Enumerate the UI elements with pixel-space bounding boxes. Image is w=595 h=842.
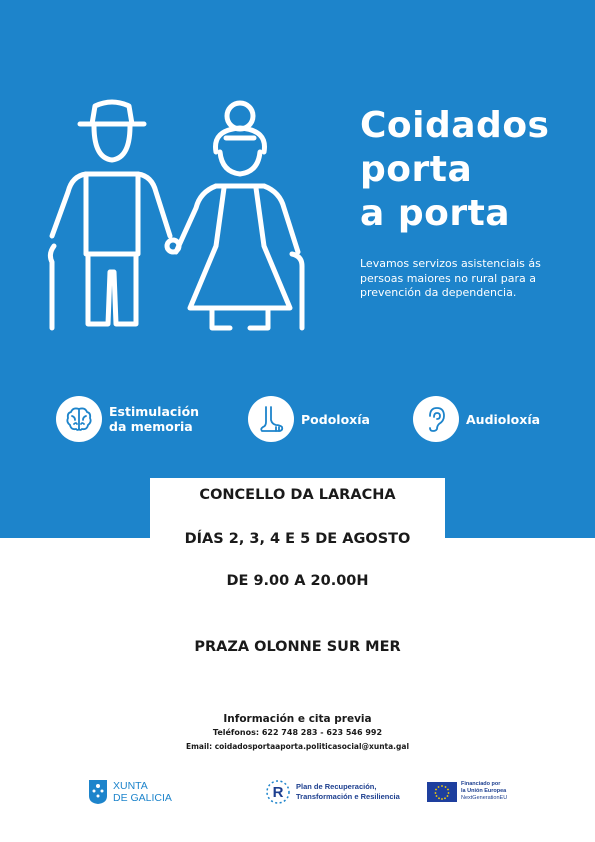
eu-line: la Unión Europea bbox=[461, 788, 507, 794]
service-icon-circle bbox=[56, 396, 102, 442]
page-title bbox=[360, 104, 549, 236]
ear-icon bbox=[421, 404, 451, 434]
event-council: CONCELLO DA LARACHA bbox=[199, 487, 396, 503]
tagline: Levamos servizos asistenciais ás persoas maiores no rural para a prevención da dependencia. bbox=[360, 257, 541, 299]
service-label-line: Audioloxía bbox=[466, 411, 541, 427]
eu-logo bbox=[427, 781, 507, 802]
contact-email: Email: coidadosportaaporta.politicasocial@xunta.gal bbox=[185, 742, 410, 751]
xunta-line: XUNTA bbox=[113, 780, 148, 792]
service-memory bbox=[56, 396, 199, 442]
recovery-plan-text bbox=[296, 782, 400, 802]
service-label-line: Estimulación bbox=[109, 404, 200, 419]
service-label bbox=[466, 412, 540, 427]
recovery-plan-line: Transformación e Resiliencia bbox=[296, 792, 400, 801]
event-days: DÍAS 2, 3, 4 E 5 DE AGOSTO bbox=[184, 531, 411, 547]
xunta-line: DE GALICIA bbox=[113, 792, 172, 804]
contact-heading: Información e cita previa bbox=[223, 713, 372, 725]
service-label-line: Podoloxía bbox=[301, 411, 370, 427]
svg-text:R: R bbox=[272, 784, 284, 801]
contact-phones: Teléfonos: 622 748 283 - 623 546 992 bbox=[212, 728, 383, 737]
recovery-plan-logo bbox=[265, 779, 400, 805]
title-line: a porta bbox=[360, 193, 511, 234]
elderly-couple-icon bbox=[40, 96, 310, 336]
event-hours: DE 9.00 A 20.00H bbox=[226, 573, 369, 589]
title-line: porta bbox=[360, 149, 473, 190]
title-line: Coidados bbox=[360, 105, 550, 146]
service-icon-circle bbox=[248, 396, 294, 442]
eu-line: Financiado por bbox=[461, 781, 501, 787]
service-audiology bbox=[413, 396, 540, 442]
service-podiatry bbox=[248, 396, 370, 442]
event-place: PRAZA OLONNE SUR MER bbox=[194, 639, 401, 655]
xunta-logo bbox=[88, 779, 172, 805]
recovery-plan-r-icon bbox=[265, 779, 291, 805]
eu-line: NextGenerationEU bbox=[461, 795, 508, 801]
foot-icon bbox=[256, 404, 286, 434]
xunta-emblem-icon bbox=[88, 779, 108, 805]
service-label bbox=[301, 412, 370, 427]
eu-flag-icon bbox=[427, 782, 457, 802]
eu-text bbox=[461, 781, 507, 802]
service-icon-circle bbox=[413, 396, 459, 442]
recovery-plan-line: Plan de Recuperación, bbox=[296, 782, 377, 791]
xunta-text bbox=[113, 780, 172, 804]
brain-icon bbox=[64, 404, 94, 434]
service-label-line: da memoria bbox=[109, 419, 193, 434]
service-label bbox=[109, 404, 199, 434]
